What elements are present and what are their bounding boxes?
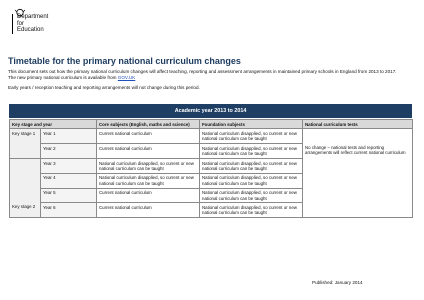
year-label: Year 2 — [41, 144, 97, 159]
header-tests: National curriculum tests — [303, 120, 413, 129]
foundation-cell: National curriculum disapplied, so current or new national curriculum can be taught — [200, 129, 303, 144]
core-cell: Current national curriculum — [97, 144, 200, 159]
foundation-cell: National curriculum disapplied, so current or new national curriculum can be taught — [200, 173, 303, 188]
govuk-link[interactable]: GOV.UK — [117, 75, 136, 80]
academic-year-banner: Academic year 2013 to 2014 — [9, 104, 412, 118]
tests-cell-ks2 — [303, 159, 413, 218]
year-label: Year 6 — [41, 203, 97, 218]
foundation-cell: National curriculum disapplied, so current or new national curriculum can be taught — [200, 203, 303, 218]
core-cell: Current national curriculum — [97, 129, 200, 144]
early-years-note: Early years / reception teaching and reporting arrangements will not change during this period. — [8, 85, 200, 90]
department-name — [12, 14, 48, 34]
key-stage-1-label: Key stage 1 — [10, 129, 41, 159]
year-label: Year 3 — [41, 159, 97, 174]
core-cell: National curriculum disapplied, so current or new national curriculum can be taught — [97, 159, 200, 174]
table-header-row — [10, 120, 413, 129]
table-row — [10, 159, 413, 174]
table-row — [10, 129, 413, 144]
core-cell: Current national curriculum — [97, 188, 200, 203]
key-stage-2-label: Key stage 2 — [10, 159, 41, 218]
curriculum-timetable — [9, 119, 413, 218]
org-line-2: for Education — [17, 20, 44, 33]
year-label: Year 5 — [41, 188, 97, 203]
org-line-1: Department — [17, 14, 49, 20]
tests-note: No change – national tests and reporting arrangements will reflect current national curriculum — [305, 144, 406, 156]
tests-cell-ks1 — [303, 129, 413, 159]
header-stage-year: Key stage and year — [10, 120, 97, 129]
foundation-cell: National curriculum disapplied, so current or new national curriculum can be taught — [200, 144, 303, 159]
core-cell: Current national curriculum — [97, 203, 200, 218]
year-label: Year 4 — [41, 173, 97, 188]
year-label: Year 1 — [41, 129, 97, 144]
core-cell: National curriculum disapplied, so current or new national curriculum can be taught — [97, 173, 200, 188]
intro-text: This document sets out how the primary national curriculum changes will affect teaching, reporting and assessment arrangements in maintained primary schools in England from 2013 to 2017. The new primary national curriculum is available from — [8, 69, 397, 80]
page-title: Timetable for the primary national curriculum changes — [8, 56, 241, 66]
foundation-cell: National curriculum disapplied, so current or new national curriculum can be taught — [200, 188, 303, 203]
foundation-cell: National curriculum disapplied, so current or new national curriculum can be taught — [200, 159, 303, 174]
header-foundation: Foundation subjects — [200, 120, 303, 129]
intro-paragraph — [8, 69, 403, 81]
header-core: Core subjects (English, maths and science) — [97, 120, 200, 129]
published-date: Published: January 2014 — [312, 280, 363, 285]
